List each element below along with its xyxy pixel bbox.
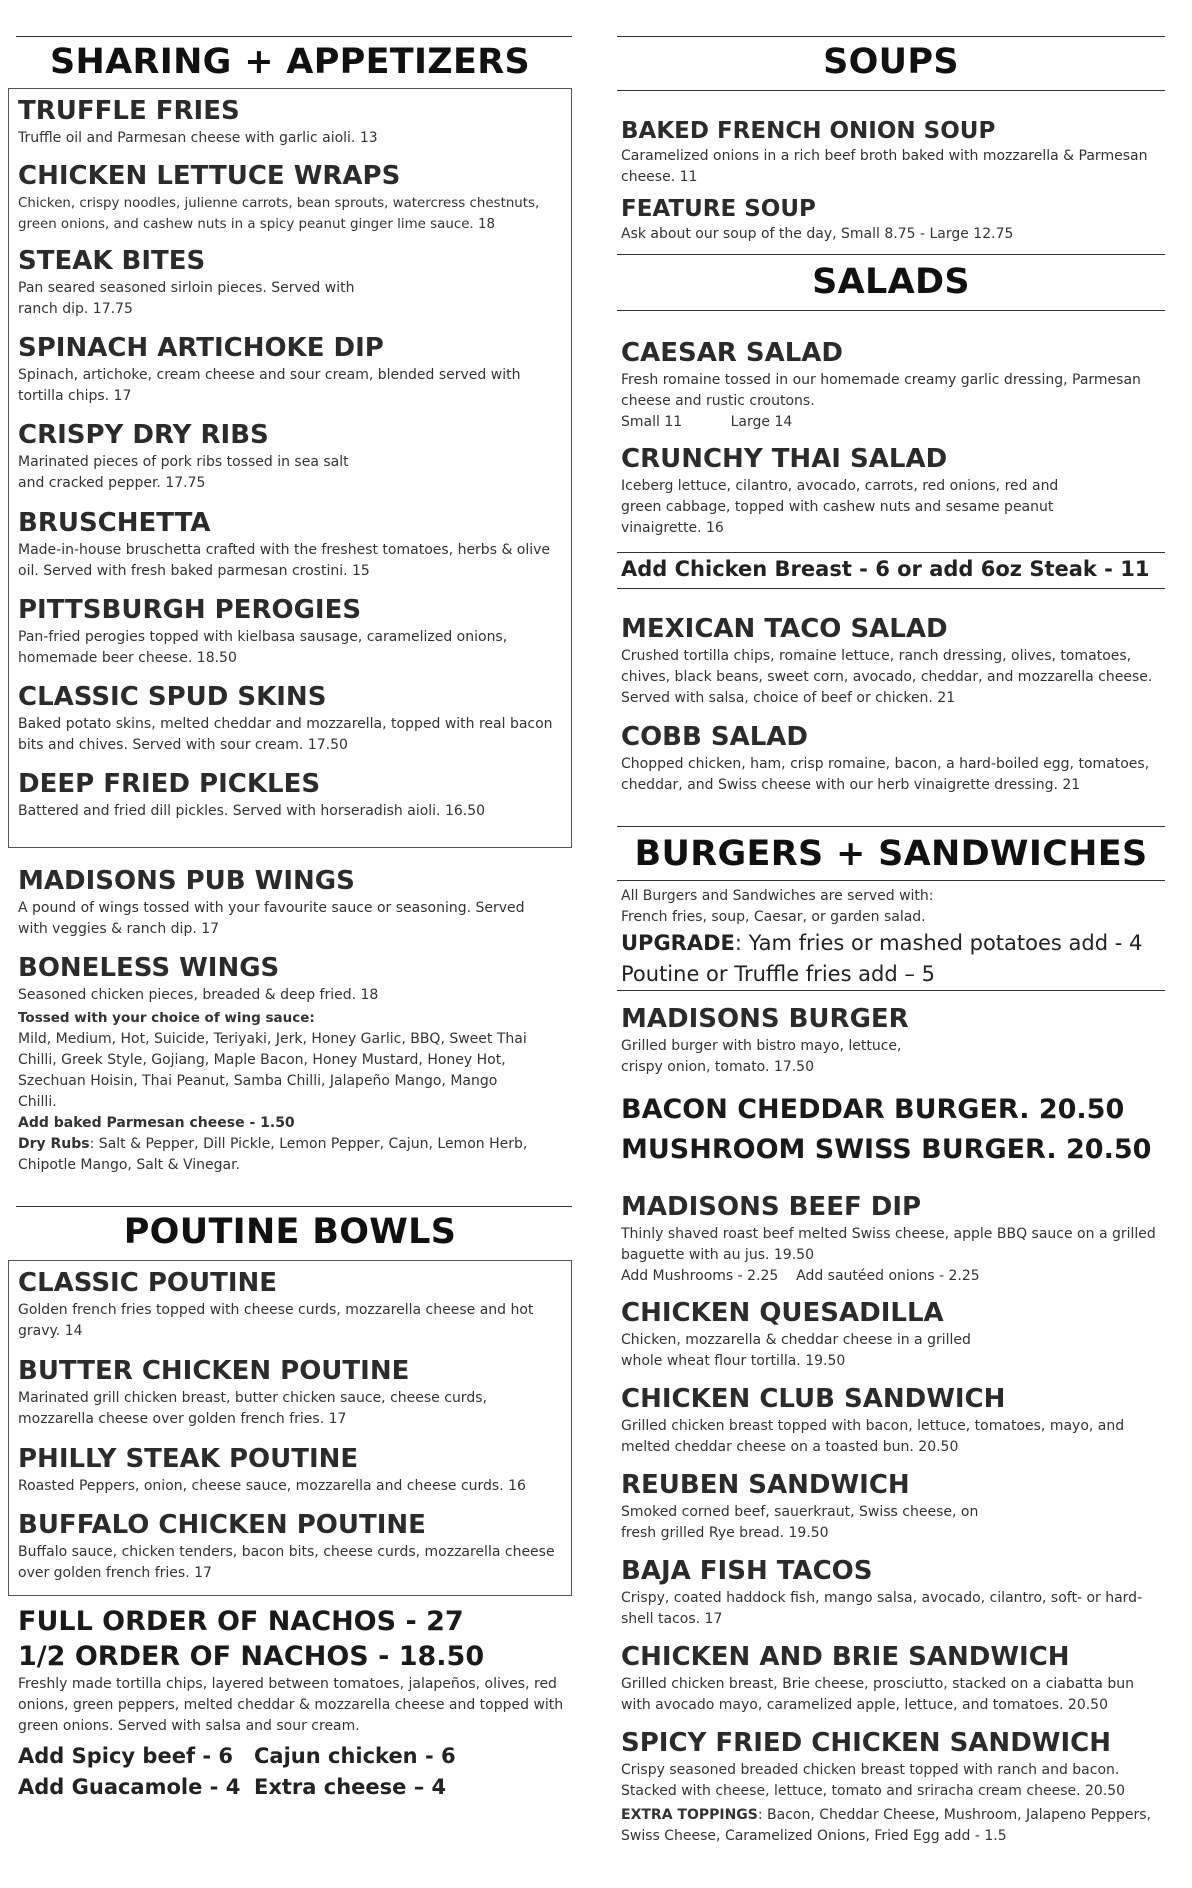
nachos-half: 1/2 ORDER OF NACHOS - 18.50	[18, 1641, 485, 1672]
divider	[617, 990, 1165, 991]
item-desc: Seasoned chicken pieces, breaded & deep fried. 18	[18, 987, 379, 1003]
extra-toppings	[621, 1805, 1161, 1847]
item-desc: A pound of wings tossed with your favourite sauce or seasoning. Served with veggies & ranch dip. 17	[18, 900, 525, 937]
item-desc: Baked potato skins, melted cheddar and mozzarella, topped with real bacon bits and chives. Served with sour cream. 17.50	[18, 716, 553, 753]
menu-item-thai	[621, 444, 1101, 539]
item-desc: Chicken, crispy noodles, julienne carrots, bean sprouts, watercress chestnuts, green onions, and cashew nuts in a spicy peanut ginger lime sauce. 18	[18, 196, 540, 232]
item-name: STEAK BITES	[18, 246, 206, 276]
item-desc: Spinach, artichoke, cream cheese and sour cream, blended served with tortilla chips. 17	[18, 367, 521, 404]
menu-item-madisons-burger	[621, 1004, 931, 1078]
item-name: CHICKEN QUESADILLA	[621, 1298, 944, 1328]
item-desc: Truffle oil and Parmesan cheese with garlic aioli. 13	[18, 130, 378, 146]
divider	[617, 588, 1165, 589]
item-desc: Caramelized onions in a rich beef broth baked with mozzarella & Parmesan cheese. 11	[621, 148, 1148, 185]
divider	[617, 310, 1165, 311]
section-title-salads: SALADS	[812, 262, 970, 302]
upgrade-line	[621, 928, 1143, 959]
menu-item	[621, 1470, 981, 1544]
item-name: SPINACH ARTICHOKE DIP	[18, 333, 384, 363]
divider	[617, 880, 1165, 881]
section-title-appetizers: SHARING + APPETIZERS	[50, 42, 530, 82]
section-title-soups: SOUPS	[823, 42, 959, 82]
menu-item	[18, 246, 373, 320]
item-desc: Marinated pieces of pork ribs tossed in sea salt and cracked pepper. 17.75	[18, 454, 349, 491]
menu-item	[18, 1268, 558, 1342]
nachos-full: FULL ORDER OF NACHOS - 27	[18, 1606, 464, 1637]
menu-item	[621, 1556, 1161, 1630]
bacon-cheddar-burger: BACON CHEDDAR BURGER. 20.50	[621, 1094, 1125, 1125]
menu-item	[621, 1298, 981, 1372]
item-desc: Roasted Peppers, onion, cheese sauce, mozzarella and cheese curds. 16	[18, 1478, 526, 1494]
extra-toppings-text: : Bacon, Cheddar Cheese, Mushroom, Jalapeno Peppers, Swiss Cheese, Caramelized Onions, Fried Egg add - 1.5	[621, 1807, 1152, 1844]
divider	[617, 826, 1165, 827]
divider	[617, 90, 1165, 91]
menu-item-caesar	[621, 338, 1161, 433]
item-desc: Fresh romaine tossed in our homemade creamy garlic dressing, Parmesan cheese and rustic croutons.	[621, 372, 1141, 409]
item-name: BUTTER CHICKEN POUTINE	[18, 1356, 410, 1386]
extra-toppings-label: EXTRA TOPPINGS	[621, 1807, 758, 1823]
item-desc: Grilled chicken breast topped with bacon, lettuce, tomatoes, mayo, and melted cheddar cheese on a toasted bun. 20.50	[621, 1418, 1125, 1455]
item-desc: Grilled burger with bistro mayo, lettuce, crispy onion, tomato. 17.50	[621, 1038, 902, 1075]
item-desc: Crispy seasoned breaded chicken breast topped with ranch and bacon. Stacked with cheese, lettuce, tomato and sriracha cream cheese. 20.50	[621, 1762, 1126, 1799]
item-desc: Iceberg lettuce, cilantro, avocado, carrots, red onions, red and green cabbage, topped with cashew nuts and sesame peanut vinaigrette. 16	[621, 478, 1059, 536]
divider	[617, 36, 1165, 37]
divider	[617, 552, 1165, 553]
menu-item	[18, 1444, 563, 1497]
sauce-heading: Tossed with your choice of wing sauce:	[18, 1010, 315, 1026]
menu-item	[621, 1642, 1161, 1716]
menu-item	[18, 420, 373, 494]
item-name: COBB SALAD	[621, 722, 808, 752]
menu-item-boneless-wings	[18, 953, 563, 1176]
item-desc: Chopped chicken, ham, crisp romaine, bacon, a hard-boiled egg, tomatoes, cheddar, and Swiss cheese with our herb vinaigrette dressing. 21	[621, 756, 1150, 793]
menu-item	[18, 682, 563, 756]
item-name: SPICY FRIED CHICKEN SANDWICH	[621, 1728, 1111, 1758]
item-name: REUBEN SANDWICH	[621, 1470, 910, 1500]
addon-cajun-chicken: Cajun chicken - 6	[254, 1744, 456, 1768]
item-name: TRUFFLE FRIES	[18, 96, 240, 126]
item-name: PITTSBURGH PEROGIES	[18, 595, 362, 625]
addon-guacamole: Add Guacamole - 4	[18, 1775, 241, 1799]
nachos-desc: Freshly made tortilla chips, layered between tomatoes, jalapeños, olives, red onions, green peppers, melted cheddar & mozzarella cheese and topped with green onions. Served with salsa and sour cream.	[18, 1676, 564, 1734]
section-title-burgers: BURGERS + SANDWICHES	[634, 834, 1148, 874]
item-desc: Pan-fried perogies topped with kielbasa sausage, caramelized onions, homemade beer cheese. 18.50	[18, 629, 508, 666]
item-desc: Golden french fries topped with cheese curds, mozzarella cheese and hot gravy. 14	[18, 1302, 534, 1339]
divider	[16, 36, 572, 37]
item-name: CRUNCHY THAI SALAD	[621, 444, 948, 474]
menu-item	[621, 196, 1161, 245]
item-name: MEXICAN TACO SALAD	[621, 614, 948, 644]
addon-extra-cheese: Extra cheese – 4	[254, 1775, 447, 1799]
item-name: CLASSIC POUTINE	[18, 1268, 278, 1298]
caesar-small: Small 11	[621, 414, 683, 430]
item-name: CHICKEN LETTUCE WRAPS	[18, 161, 401, 191]
item-desc: Battered and fried dill pickles. Served with horseradish aioli. 16.50	[18, 803, 486, 819]
item-name: MADISONS BEEF DIP	[621, 1192, 922, 1222]
divider	[617, 254, 1165, 255]
item-name: CAESAR SALAD	[621, 338, 844, 368]
dry-rubs-label: Dry Rubs	[18, 1136, 90, 1152]
item-name: FEATURE SOUP	[621, 196, 816, 222]
item-name: MADISONS PUB WINGS	[18, 866, 355, 896]
divider	[16, 1206, 572, 1207]
nachos	[18, 1606, 568, 1803]
menu-item	[18, 333, 558, 407]
upgrade-text: : Yam fries or mashed potatoes add - 4	[734, 931, 1143, 955]
item-desc: Smoked corned beef, sauerkraut, Swiss cheese, on fresh grilled Rye bread. 19.50	[621, 1504, 979, 1541]
upgrade-label: UPGRADE	[621, 931, 735, 955]
burgers-intro	[621, 884, 1143, 990]
menu-item-taco	[621, 614, 1161, 709]
dry-rubs-list: : Salt & Pepper, Dill Pickle, Lemon Pepper, Cajun, Lemon Herb, Chipotle Mango, Salt & Vinegar.	[18, 1136, 528, 1173]
menu-item-pub-wings	[18, 866, 558, 940]
item-name: BONELESS WINGS	[18, 953, 280, 983]
item-name: DEEP FRIED PICKLES	[18, 769, 321, 799]
item-desc: Thinly shaved roast beef melted Swiss cheese, apple BBQ sauce on a grilled baguette with au jus. 19.50	[621, 1226, 1156, 1263]
beef-dip-addons: Add Mushrooms - 2.25 Add sautéed onions - 2.25	[621, 1268, 980, 1284]
item-name: BUFFALO CHICKEN POUTINE	[18, 1510, 426, 1540]
parmesan-addon: Add baked Parmesan cheese - 1.50	[18, 1115, 295, 1131]
mushroom-swiss-burger: MUSHROOM SWISS BURGER. 20.50	[621, 1134, 1152, 1165]
menu-item	[18, 508, 563, 582]
item-name: PHILLY STEAK POUTINE	[18, 1444, 359, 1474]
menu-item	[18, 96, 563, 149]
item-name: CRISPY DRY RIBS	[18, 420, 269, 450]
caesar-large: Large 14	[730, 414, 793, 430]
item-name: BRUSCHETTA	[18, 508, 211, 538]
item-name: CHICKEN CLUB SANDWICH	[621, 1384, 1006, 1414]
item-name: MADISONS BURGER	[621, 1004, 909, 1034]
item-name: BAKED FRENCH ONION SOUP	[621, 118, 996, 144]
menu-item	[621, 1728, 1161, 1847]
menu-item	[18, 595, 538, 669]
item-desc: Ask about our soup of the day, Small 8.75 - Large 12.75	[621, 226, 1014, 242]
menu-item-cobb	[621, 722, 1161, 796]
menu-item	[18, 769, 563, 822]
nachos-addons	[18, 1741, 568, 1803]
item-desc: Grilled chicken breast, Brie cheese, prosciutto, stacked on a ciabatta bun with avocado mayo, caramelized apple, lettuce, and tomatoes. 20.50	[621, 1676, 1134, 1713]
item-desc: Pan seared seasoned sirloin pieces. Served with ranch dip. 17.75	[18, 280, 355, 317]
caesar-sizes	[621, 412, 1161, 433]
item-desc: Chicken, mozzarella & cheddar cheese in a grilled whole wheat flour tortilla. 19.50	[621, 1332, 971, 1369]
item-desc: Crushed tortilla chips, romaine lettuce, ranch dressing, olives, tomatoes, chives, black beans, sweet corn, avocado, cheddar, and mozzarella cheese. Served with salsa, choice of beef or chicken. 21	[621, 648, 1153, 706]
item-desc: Crispy, coated haddock fish, mango salsa, avocado, cilantro, soft- or hard-shell tacos. 17	[621, 1590, 1143, 1627]
sauce-list: Mild, Medium, Hot, Suicide, Teriyaki, Jerk, Honey Garlic, BBQ, Sweet Thai Chilli, Greek Style, Gojiang, Maple Bacon, Honey Mustard, Honey Hot, Szechuan Hoisin, Thai Peanut, Samba Chilli, Jalapeño Mango, Mango Chilli.	[18, 1031, 527, 1110]
upgrade-line-2: Poutine or Truffle fries add – 5	[621, 962, 935, 986]
item-desc: Buffalo sauce, chicken tenders, bacon bits, cheese curds, mozzarella cheese over golden french fries. 17	[18, 1544, 555, 1581]
item-desc: Made-in-house bruschetta crafted with the freshest tomatoes, herbs & olive oil. Served with fresh baked parmesan crostini. 15	[18, 542, 551, 579]
salad-addon: Add Chicken Breast - 6 or add 6oz Steak - 11	[621, 557, 1150, 581]
addon-spicy-beef: Add Spicy beef - 6	[18, 1744, 234, 1768]
intro-text: All Burgers and Sandwiches are served with: French fries, soup, Caesar, or garden salad.	[621, 888, 934, 925]
menu-item	[18, 1510, 563, 1584]
menu-item	[621, 118, 1161, 188]
menu-item	[621, 1384, 1161, 1458]
section-title-poutine: POUTINE BOWLS	[123, 1212, 457, 1252]
menu-item	[18, 1356, 508, 1430]
item-desc: Marinated grill chicken breast, butter chicken sauce, cheese curds, mozzarella cheese over golden french fries. 17	[18, 1390, 487, 1427]
item-name: CHICKEN AND BRIE SANDWICH	[621, 1642, 1070, 1672]
menu-item-beef-dip	[621, 1192, 1161, 1287]
item-name: BAJA FISH TACOS	[621, 1556, 873, 1586]
dry-rubs	[18, 1134, 558, 1176]
menu-item	[18, 161, 563, 235]
item-name: CLASSIC SPUD SKINS	[18, 682, 327, 712]
